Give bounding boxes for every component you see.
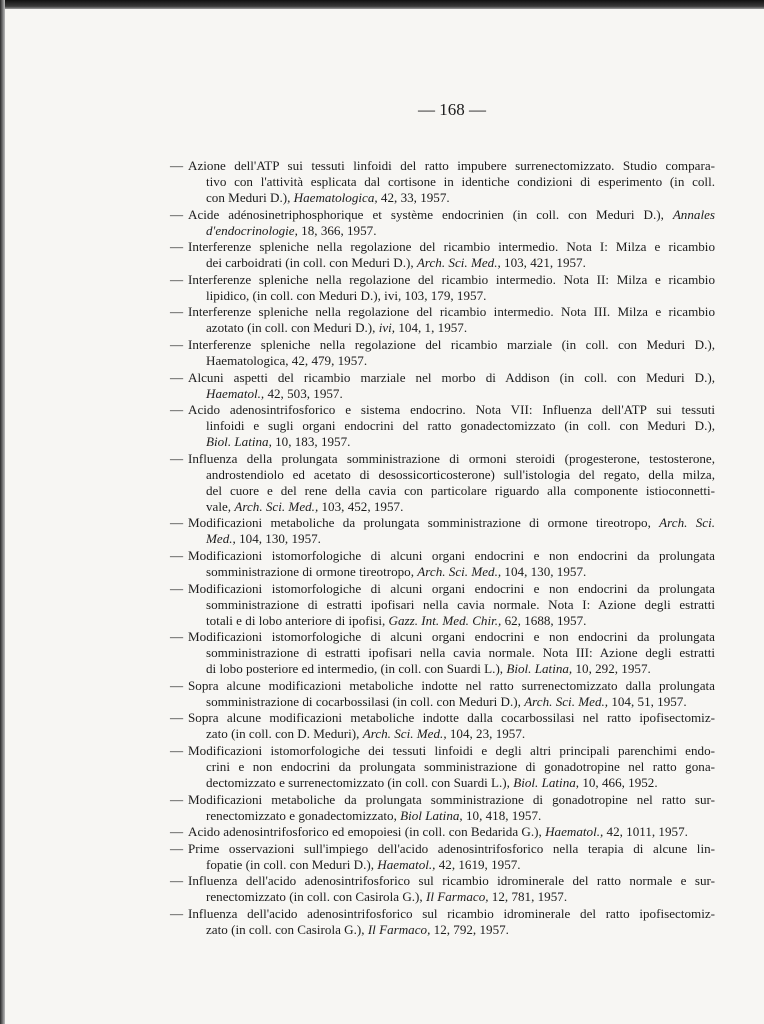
entry-line [170,288,715,304]
entry-dash: — [170,629,184,645]
bibliography-entry [170,629,715,677]
entry-line [170,158,715,174]
entry-dash: — [170,206,184,222]
entry-text: Influenza dell'acido adenosintrifosforico sul ricambio idrominerale del ratto normale e sur- [188,873,715,889]
entry-line [170,629,715,645]
entry-text: Sopra alcune modificazioni metaboliche indotte dalla cocarbossilasi nel ratto ipofisectomiz- [188,710,715,726]
bibliography-entry [170,581,715,629]
entry-dash: — [170,450,184,466]
bibliography-entry [170,841,715,873]
entry-text: 104, 130, 1957. [501,563,587,579]
entry-line [170,743,715,759]
bibliography-entry [170,272,715,304]
entry-line [170,775,715,791]
entry-line [170,418,715,434]
entry-dash: — [170,336,184,352]
bibliography-entry [170,304,715,336]
entry-text: zato (in coll. con D. Meduri), [206,726,363,742]
journal-title: Arch. Sci. Med., [417,563,502,579]
entry-text: Acido adenosintrifosforico ed emopoiesi (in coll. con Bedarida G.), [188,824,546,840]
entry-line [170,272,715,288]
entry-text: Modificazioni istomorfologiche dei tessuti linfoidi e degli altri principali parenchimi endo- [188,742,715,758]
entry-line [170,694,715,710]
journal-title: Gazz. Int. Med. Chir., [388,612,502,628]
entry-line [170,548,715,564]
entry-text: fopatie (in coll. con Meduri D.), [206,856,378,872]
entry-text: 10, 292, 1957. [572,661,651,677]
entry-line [170,889,715,905]
journal-title: Biol. Latina, [206,434,272,450]
entry-line [170,613,715,629]
bibliography-entry [170,743,715,791]
entry-dash: — [170,515,184,531]
entry-text: Modificazioni metaboliche da prolungata somministrazione di ormone tireotropo, [188,515,660,531]
entry-line [170,499,715,515]
journal-title: Il Farmaco, [367,921,431,937]
journal-title: Haematol., [377,856,436,872]
entry-text: 104, 23, 1957. [446,726,526,742]
entry-text: Alcuni aspetti del ricambio marziale nel morbo di Addison (in coll. con Meduri D.), [188,369,715,385]
entry-dash: — [170,840,184,856]
entry-text: somministrazione di estratti ipofisari nella cavia normale. Nota I: Azione degli estratti [206,596,715,612]
entry-line [170,645,715,661]
entry-line [170,434,715,450]
entry-text: Modificazioni metaboliche da prolungata somministrazione di gonadotropine nel ratto sur- [188,791,715,807]
entry-dash: — [170,905,184,921]
entry-text: del cuore e del rene della cavia con particolare riguardo alla componente istioconnetti- [206,482,715,498]
entry-line [170,678,715,694]
entry-dash: — [170,402,184,418]
entry-line [170,239,715,255]
entry-dash: — [170,580,184,596]
entry-text: 42, 1619, 1957. [435,856,521,872]
journal-title: Biol. Latina, [506,661,573,677]
entry-text: Azione dell'ATP sui tessuti linfoidi del ratto impubere surrenectomizzato. Studio compara- [188,158,715,173]
entry-dash: — [170,271,184,287]
entry-text: con Meduri D.), [206,190,294,205]
entry-text: Interferenze spleniche nella regolazione del ricambio intermedio. Nota I: Milza e ricambio [188,239,715,255]
entry-line [170,759,715,775]
entry-text: 103, 421, 1957. [500,255,586,271]
entry-line [170,841,715,857]
entry-text: 103, 452, 1957. [318,498,404,514]
entry-dash: — [170,791,184,807]
entry-text: azotato (in coll. con Meduri D.), [206,320,379,336]
journal-title: Annales [672,206,715,222]
entry-text: 104, 1, 1957. [395,320,468,336]
entry-text: 18, 366, 1957. [297,222,377,238]
entry-dash: — [170,677,184,693]
entry-line [170,337,715,353]
entry-text: dectomizzato e surrenectomizzato (in coll. con Suardi L.), [206,774,514,790]
entry-line [170,207,715,223]
entry-line [170,467,715,483]
entry-text: totali e di lobo anteriore di ipofisi, [206,612,389,628]
journal-title: Arch. Sci. Med., [234,498,319,514]
journal-title: Haematologica, [293,190,378,205]
bibliography-entry [170,207,715,239]
entry-text: dei carboidrati (in coll. con Meduri D.), [206,255,417,271]
journal-title: Arch. Sci. [659,515,715,531]
entry-text: Modificazioni istomorfologiche di alcuni organi endocrini e non endocrini da prolungata [188,580,715,596]
entry-text: 10, 183, 1957. [271,434,351,450]
entry-text: tivo con l'attività esplicata dal cortisone in identiche condizioni di esperimento (in coll. [206,174,715,189]
bibliography-entry [170,451,715,515]
entry-text: androstendiolo ed acetato di desossicorticosterone) sull'istologia del regato, della milza, [206,466,715,482]
bibliography-list [170,158,715,938]
entry-dash: — [170,239,184,255]
entry-text: somministrazione di estratti ipofisari nella cavia normale. Nota III: Azione degli estratti [206,645,715,661]
bibliography-entry [170,370,715,402]
entry-text: zato (in coll. con Casirola G.), [206,921,368,937]
entry-line [170,320,715,336]
entry-line [170,353,715,369]
entry-dash: — [170,158,184,173]
entry-line [170,824,715,840]
bibliography-entry [170,239,715,271]
bibliography-entry [170,873,715,905]
bibliography-entry [170,678,715,710]
entry-line [170,190,715,206]
entry-line [170,304,715,320]
entry-line [170,857,715,873]
entry-line [170,402,715,418]
entry-text: Interferenze spleniche nella regolazione del ricambio marziale (in coll. con Meduri D.), [188,336,715,352]
entry-text: 104, 51, 1957. [608,693,687,709]
entry-text: vale, [206,498,235,514]
bibliography-entry [170,792,715,824]
entry-text: Modificazioni istomorfologiche di alcuni organi endocrini e non endocrini da prolungata [188,547,715,563]
entry-line [170,483,715,499]
entry-text: 10, 418, 1957. [462,807,542,823]
entry-line [170,531,715,547]
bibliography-entry [170,548,715,580]
journal-title: Biol Latina, [400,807,463,823]
entry-text: Acido adenosintrifosforico e sistema endocrino. Nota VII: Influenza dell'ATP sui tessuti [188,402,715,418]
entry-text: Interferenze spleniche nella regolazione del ricambio intermedio. Nota II: Milza e ricambio [188,271,715,287]
journal-title: Arch. Sci. Med., [362,726,447,742]
entry-dash: — [170,547,184,563]
entry-line [170,386,715,402]
entry-line [170,255,715,271]
bibliography-entry [170,337,715,369]
bibliography-entry [170,402,715,450]
entry-dash: — [170,304,184,320]
entry-text: 12, 792, 1957. [430,921,509,937]
entry-text: crini e non endocrini da prolungata somministrazione di gonadotropine nel ratto gona- [206,758,715,774]
entry-text: 42, 1011, 1957. [603,824,688,840]
entry-text: somministrazione di cocarbossilasi (in coll. con Meduri D.), [206,693,525,709]
entry-text: di lobo posteriore ed intermedio, (in coll. con Suardi L.), [206,661,507,677]
entry-text: lipidico, (in coll. con Meduri D.), ivi, 103, 179, 1957. [206,287,487,303]
entry-dash: — [170,742,184,758]
entry-line [170,661,715,677]
bibliography-entry [170,710,715,742]
entry-line [170,223,715,239]
journal-title: ivi, [378,320,396,336]
entry-text: renectomizzato (in coll. con Casirola G.), [206,889,426,905]
scan-edge-top [0,0,764,9]
bibliography-entry [170,906,715,938]
entry-line [170,597,715,613]
entry-text: 42, 33, 1957. [377,190,450,205]
bibliography-entry [170,824,715,840]
entry-line [170,710,715,726]
entry-line [170,873,715,889]
entry-text: Sopra alcune modificazioni metaboliche indotte nel ratto surrenectomizzato dalla prolungata [188,677,715,693]
journal-title: Arch. Sci. Med., [416,255,501,271]
page-number: — 168 — [418,100,486,119]
entry-text: 104, 130, 1957. [235,531,321,547]
journal-title: d'endocrinologie, [206,222,298,238]
journal-title: Il Farmaco, [425,889,489,905]
entry-text: renectomizzato e gonadectomizzato, [206,807,401,823]
bibliography-entry [170,515,715,547]
entry-line [170,174,715,190]
journal-title: Arch. Sci. Med., [524,693,609,709]
entry-text: 42, 503, 1957. [264,385,343,401]
journal-title: Biol. Latina, [513,774,580,790]
entry-line [170,564,715,580]
entry-dash: — [170,710,184,726]
scan-edge-left [0,0,5,1024]
journal-title: Med., [206,531,236,547]
entry-text: 12, 781, 1957. [488,889,568,905]
entry-dash: — [170,369,184,385]
entry-text: 10, 466, 1952. [579,774,658,790]
entry-text: somministrazione di ormone tireotropo, [206,563,418,579]
journal-title: Haematol., [206,385,265,401]
entry-text: Influenza dell'acido adenosintrifosforico sul ricambio idrominerale del ratto ipofisectomiz- [188,905,715,921]
entry-dash: — [170,824,184,840]
entry-line [170,515,715,531]
entry-text: Prime osservazioni sull'impiego dell'acido adenosintrifosforico nella terapia di alcune lin- [188,840,715,856]
entry-line [170,906,715,922]
entry-text: Haematologica, 42, 479, 1957. [206,352,368,368]
entry-text: Influenza della prolungata somministrazione di ormoni steroidi (progesterone, testosterone, [188,450,715,466]
bibliography-entry [170,158,715,206]
entry-text: 62, 1688, 1957. [501,612,587,628]
entry-text: Interferenze spleniche nella regolazione del ricambio intermedio. Nota III. Milza e ricambio [188,304,715,320]
journal-title: Haematol., [545,824,604,840]
entry-line [170,792,715,808]
entry-line [170,581,715,597]
entry-text: Acide adénosinetriphosphorique et système endocrinien (in coll. con Meduri D.), [188,206,673,222]
entry-text: Modificazioni istomorfologiche di alcuni organi endocrini e non endocrini da prolungata [188,629,715,645]
entry-line [170,808,715,824]
entry-line [170,370,715,386]
entry-line [170,726,715,742]
entry-text: linfoidi e sugli organi endocrini del ratto gonadectomizzato (in coll. con Meduri D.), [206,418,715,434]
entry-line [170,451,715,467]
entry-dash: — [170,873,184,889]
entry-line [170,922,715,938]
